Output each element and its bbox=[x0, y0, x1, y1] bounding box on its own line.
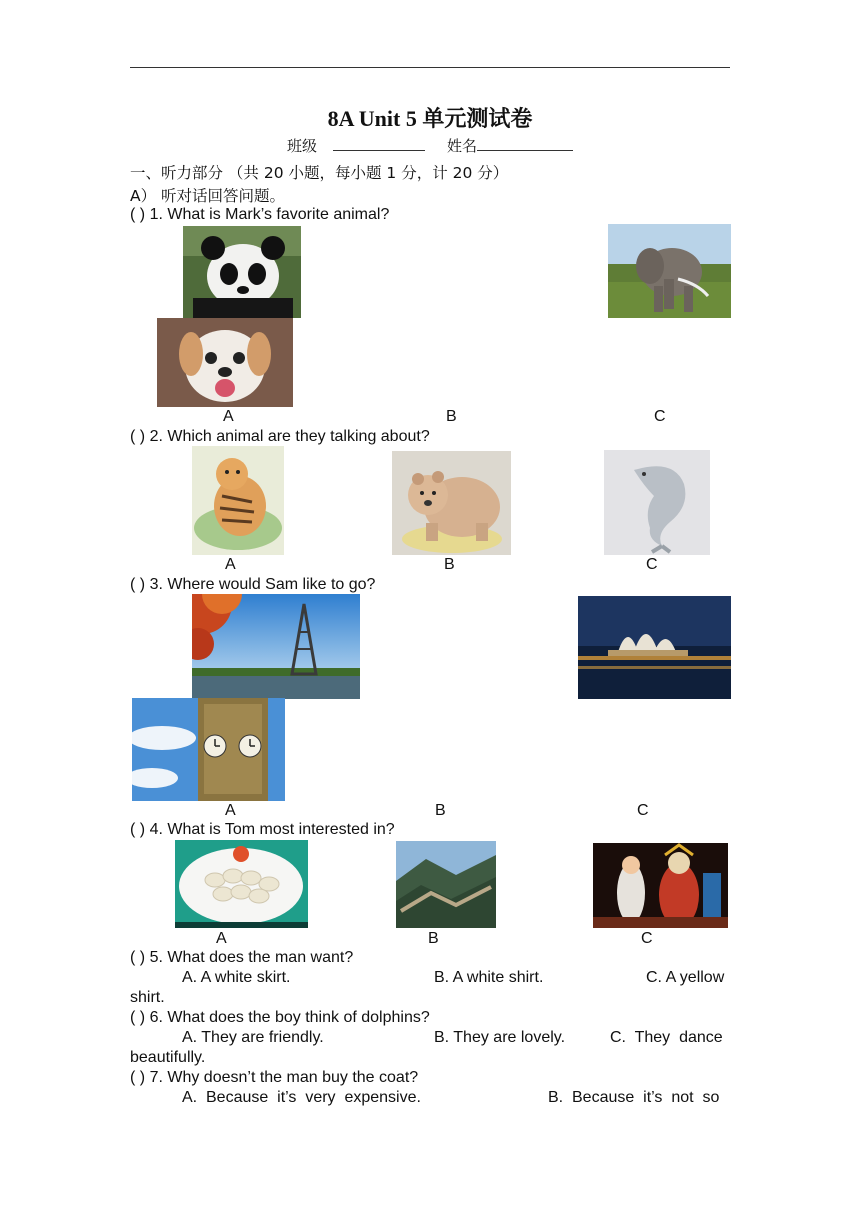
section-heading: 一、听力部分 （共 20 小题，每小题 1 分，计 20 分） bbox=[130, 164, 509, 182]
option-c: C. They dance bbox=[610, 1029, 723, 1046]
class-label: 班级 bbox=[286, 137, 317, 155]
beijing-opera-photo bbox=[593, 843, 728, 928]
student-info-row bbox=[0, 135, 860, 156]
option-b: B. A white shirt. bbox=[434, 969, 544, 986]
option-label-a: A bbox=[216, 930, 227, 947]
name-label: 姓名 bbox=[447, 137, 478, 155]
top-rule bbox=[130, 67, 730, 68]
question-7 bbox=[130, 1069, 418, 1087]
eiffel-tower-photo bbox=[192, 594, 360, 699]
question-text: 5. What does the man want? bbox=[149, 949, 354, 966]
option-label-b: B bbox=[428, 930, 439, 947]
question-text: 4. What is Tom most interested in? bbox=[149, 821, 395, 838]
big-ben-photo bbox=[132, 698, 285, 801]
question-text: 2. Which animal are they talking about? bbox=[149, 428, 430, 445]
bear-drawing bbox=[392, 451, 511, 555]
option-a: A. Because it’s very expensive. bbox=[182, 1089, 421, 1106]
answer-bracket[interactable]: ( ) bbox=[130, 206, 146, 223]
option-label-b: B bbox=[446, 408, 457, 425]
part-a-instruction: A） 听对话回答问题。 bbox=[130, 187, 286, 205]
dolphin-drawing bbox=[604, 450, 710, 555]
question-3 bbox=[130, 576, 375, 594]
page-title: 8A Unit 5 单元测试卷 bbox=[327, 106, 533, 131]
panda-photo bbox=[183, 226, 301, 318]
sydney-opera-house-photo bbox=[578, 596, 731, 699]
question-5 bbox=[130, 949, 353, 967]
question-text: 3. Where would Sam like to go? bbox=[149, 576, 376, 593]
option-label-b: B bbox=[435, 802, 446, 819]
class-blank[interactable] bbox=[333, 136, 425, 151]
answer-bracket[interactable]: ( ) bbox=[130, 1009, 146, 1026]
answer-bracket[interactable]: ( ) bbox=[130, 821, 146, 838]
dog-photo bbox=[157, 318, 293, 407]
question-1 bbox=[130, 206, 389, 224]
option-label-a: A bbox=[225, 802, 236, 819]
option-label-c: C bbox=[654, 408, 666, 425]
option-c-wrap: shirt. bbox=[130, 989, 165, 1006]
option-a: A. A white skirt. bbox=[182, 969, 291, 986]
question-text: 6. What does the boy think of dolphins? bbox=[149, 1009, 430, 1026]
option-a: A. They are friendly. bbox=[182, 1029, 324, 1046]
question-6 bbox=[130, 1009, 430, 1027]
question-4 bbox=[130, 821, 395, 839]
option-b: B. They are lovely. bbox=[434, 1029, 566, 1046]
option-label-c: C bbox=[641, 930, 653, 947]
name-blank[interactable] bbox=[477, 136, 573, 151]
question-text: 1. What is Mark’s favorite animal? bbox=[149, 206, 390, 223]
tiger-drawing bbox=[192, 446, 284, 555]
option-label-a: A bbox=[225, 556, 236, 573]
elephant-photo bbox=[608, 224, 731, 318]
great-wall-photo bbox=[396, 841, 496, 928]
question-text: 7. Why doesn’t the man buy the coat? bbox=[149, 1069, 419, 1086]
answer-bracket[interactable]: ( ) bbox=[130, 576, 146, 593]
option-label-c: C bbox=[646, 556, 658, 573]
option-label-c: C bbox=[637, 802, 649, 819]
answer-bracket[interactable]: ( ) bbox=[130, 949, 146, 966]
answer-bracket[interactable]: ( ) bbox=[130, 1069, 146, 1086]
option-c-wrap: beautifully. bbox=[130, 1049, 206, 1066]
dumplings-photo bbox=[175, 840, 308, 928]
option-b: B. Because it’s not so bbox=[548, 1089, 720, 1106]
answer-bracket[interactable]: ( ) bbox=[130, 428, 146, 445]
option-c: C. A yellow bbox=[646, 969, 725, 986]
question-2 bbox=[130, 428, 430, 446]
option-label-a: A bbox=[223, 408, 234, 425]
option-label-b: B bbox=[444, 556, 455, 573]
